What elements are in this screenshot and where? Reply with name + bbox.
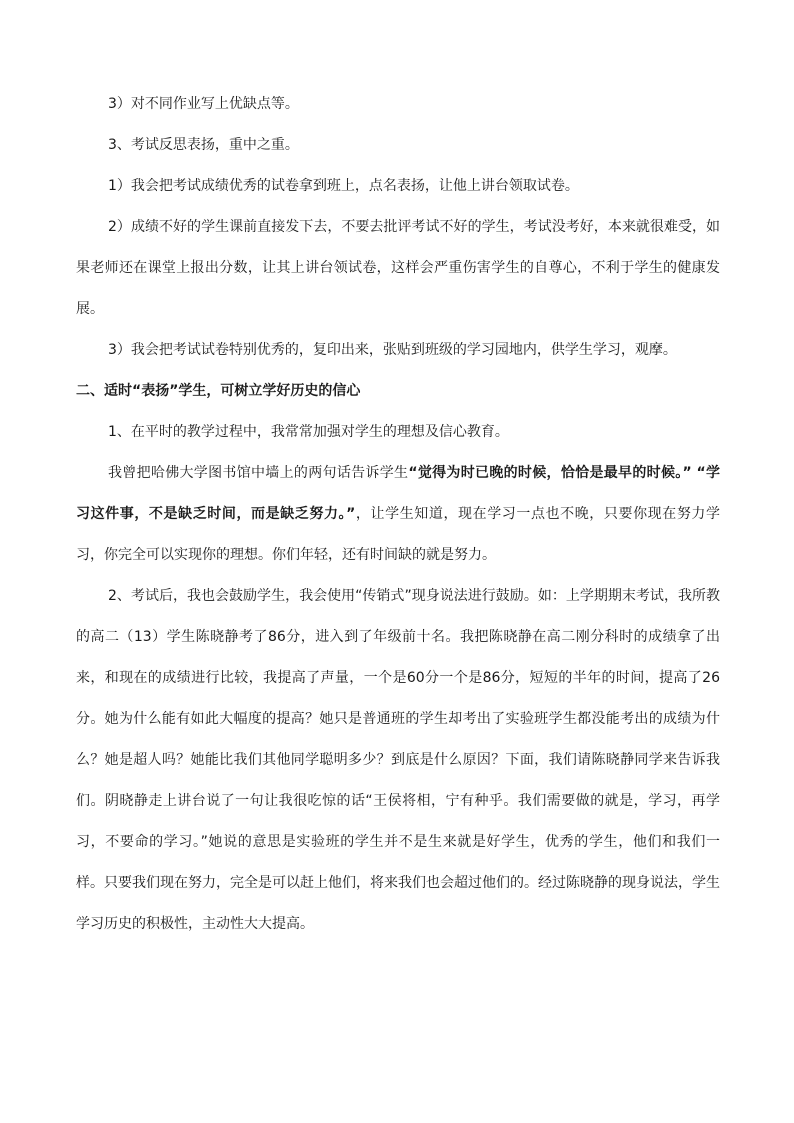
paragraph-item-2-poor-results: 2）成绩不好的学生课前直接发下去，不要去批评考试不好的学生，考试没考好，本来就很难受，如果老师还在课堂上报出分数，让其上讲台领试卷，这样会严重伤害学生的自尊心，不利于学生的健康发展。 bbox=[76, 219, 720, 317]
paragraph-item-3-comments: 3）对不同作业写上优缺点等。 bbox=[108, 96, 299, 112]
harvard-quote-2: “学习这件事，不是缺乏时间，而是缺乏努力。” bbox=[76, 465, 721, 522]
paragraph-item-3-copy-display: 3）我会把考试试卷特别优秀的，复印出来，张贴到班级的学习园地内，供学生学习，观摩。 bbox=[108, 342, 677, 358]
harvard-after-text: ，让学生知道，现在学习一点也不晚，只要你现在努力学习，你完全可以实现你的理想。你们年轻，还有时间缺的就是努力。 bbox=[76, 506, 720, 563]
paragraph-harvard-quotes bbox=[76, 453, 720, 576]
paragraph-item-1-praise-excellent: 1）我会把考试成绩优秀的试卷拿到班上，点名表扬，让他上讲台领取试卷。 bbox=[108, 178, 579, 194]
section-heading-2: 二、适时“表扬”学生，可树立学好历史的信心 bbox=[76, 383, 361, 399]
harvard-quote-1: “觉得为时已晚的时候，恰恰是最早的时候。” bbox=[408, 465, 692, 481]
paragraph-item-1-confidence-education: 1、在平时的教学过程中，我常常加强对学生的理想及信心教育。 bbox=[108, 424, 509, 440]
paragraph-section-3-exam-praise: 3、考试反思表扬，重中之重。 bbox=[108, 137, 299, 153]
document-body bbox=[76, 84, 720, 945]
harvard-intro-text: 我曾把哈佛大学图书馆中墙上的两句话告诉学生 bbox=[108, 465, 409, 481]
paragraph-item-2-encouragement-story: 2、考试后，我也会鼓励学生，我会使用“传销式”现身说法进行鼓励。如：上学期期末考试，我所教的高二（13）学生陈晓静考了86分，进入到了年级前十名。我把陈晓静在高二刚分科时的成绩拿了出来，和现在的成绩进行比较，我提高了声量，一个是60分一个是86分，短短的半年的时间，提高了26分。她为什么能有如此大幅度的提高？她只是普通班的学生却考出了实验班学生都没能考出的成绩为什么？她是超人吗？她能比我们其他同学聪明多少？到底是什么原因？下面，我们请陈晓静同学来告诉我们。阴晓静走上讲台说了一句让我很吃惊的话“王侯将相，宁有种乎。我们需要做的就是，学习，再学习，不要命的学习。”她说的意思是实验班的学生并不是生来就是好学生，优秀的学生，他们和我们一样。只要我们现在努力，完全是可以赶上他们，将来我们也会超过他们的。经过陈晓静的现身说法，学生学习历史的积极性，主动性大大提高。 bbox=[76, 588, 720, 932]
